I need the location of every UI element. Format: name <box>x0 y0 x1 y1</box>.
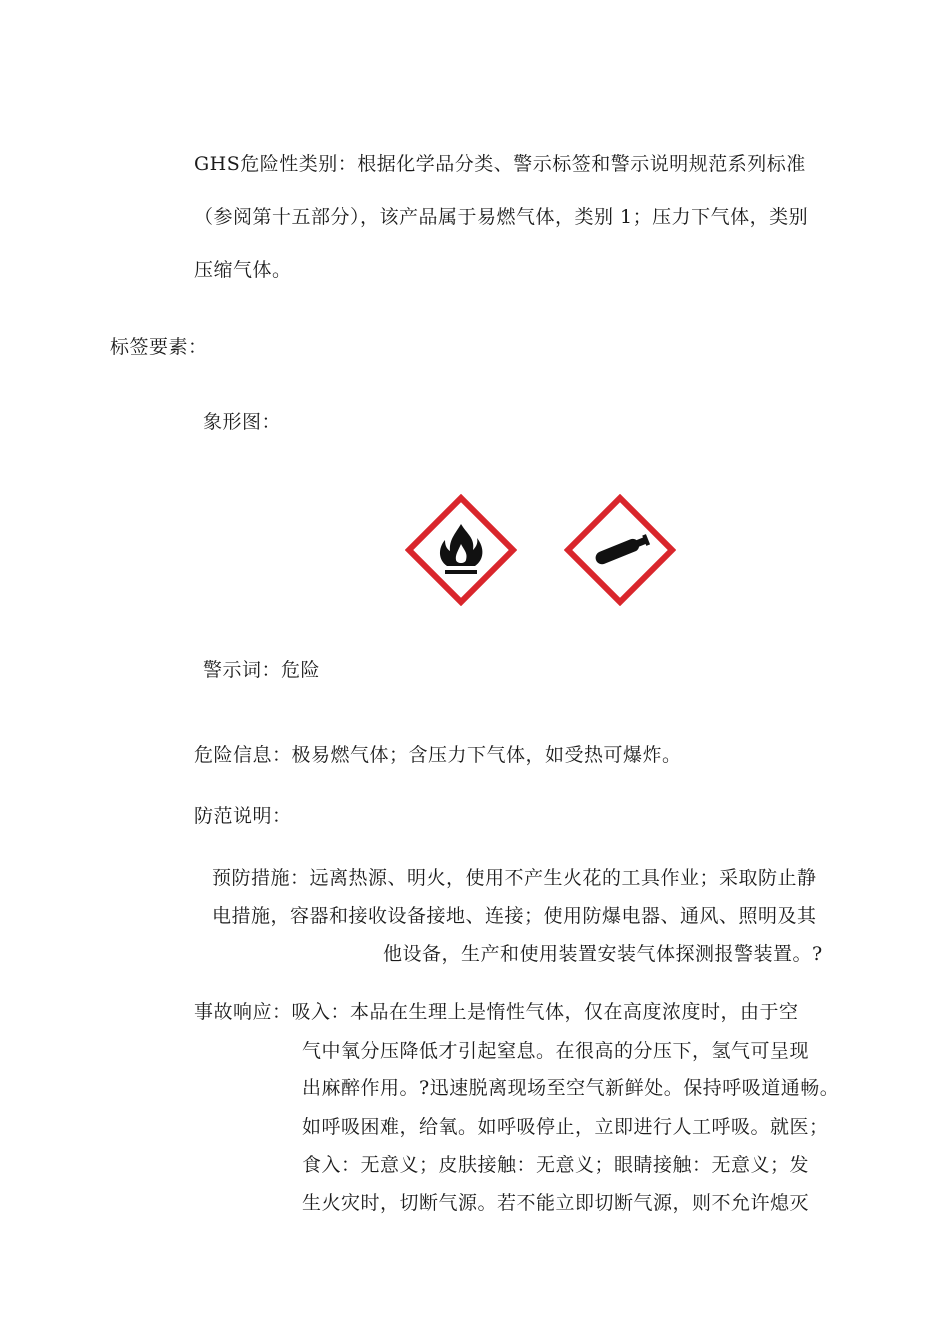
response-line-6: 生火灾时，切断气源。若不能立即切断气源，则不允许熄灭 <box>302 1192 810 1214</box>
response-line-2: 气中氧分压降低才引起窒息。在很高的分压下，氢气可呈现 <box>302 1040 810 1062</box>
flammable-pictogram <box>405 494 517 606</box>
pictogram-label: 象形图： <box>203 411 282 433</box>
ghs-classification-line-2: （参阅第十五部分），该产品属于易燃气体，类别 1；压力下气体，类别 <box>194 206 809 228</box>
signal-word: 警示词：危险 <box>203 659 321 681</box>
flame-icon <box>405 494 517 606</box>
precaution-heading: 防范说明： <box>194 805 292 827</box>
prevention-line-1: 预防措施：远离热源、明火，使用不产生火花的工具作业；采取防止静 <box>212 867 817 889</box>
ghs-classification-line-1: GHS危险性类别：根据化学品分类、警示标签和警示说明规范系列标准 <box>194 153 806 175</box>
response-line-4: 如呼吸困难，给氧。如呼吸停止，立即进行人工呼吸。就医； <box>302 1116 829 1138</box>
gas-under-pressure-pictogram <box>564 494 676 606</box>
prevention-line-3: 他设备，生产和使用装置安装气体探测报警装置。? <box>383 943 823 965</box>
response-line-3: 出麻醉作用。?迅速脱离现场至空气新鲜处。保持呼吸道通畅。 <box>302 1077 840 1099</box>
label-elements-heading: 标签要素： <box>110 336 208 358</box>
hazard-statement: 危险信息：极易燃气体；含压力下气体，如受热可爆炸。 <box>194 744 682 766</box>
prevention-line-2: 电措施，容器和接收设备接地、连接；使用防爆电器、通风、照明及其 <box>212 905 817 927</box>
response-line-1: 事故响应：吸入：本品在生理上是惰性气体，仅在高度浓度时，由于空 <box>194 1001 799 1023</box>
ghs-classification-line-3: 压缩气体。 <box>194 259 292 281</box>
response-line-5: 食入：无意义；皮肤接触：无意义；眼睛接触：无意义；发 <box>302 1154 810 1176</box>
gas-cylinder-icon <box>564 494 676 606</box>
